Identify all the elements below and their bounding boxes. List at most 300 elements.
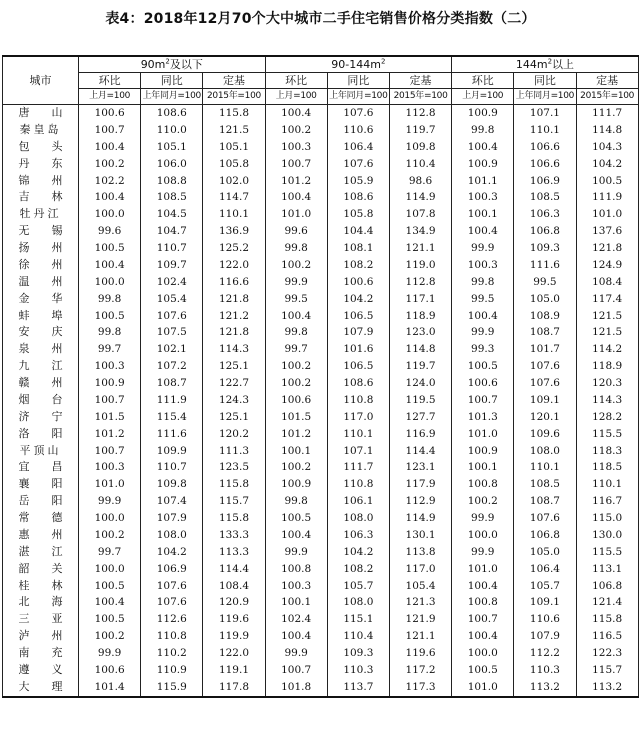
index-value-cell: 107.1 <box>327 443 389 460</box>
index-value-cell: 100.3 <box>265 139 327 156</box>
index-value-cell: 110.1 <box>576 476 638 493</box>
index-value-cell: 108.8 <box>141 173 203 190</box>
index-value-cell: 100.6 <box>327 274 389 291</box>
index-value-cell: 109.8 <box>141 476 203 493</box>
index-value-cell: 109.3 <box>327 645 389 662</box>
city-name: 桂 林 <box>3 578 79 595</box>
index-value-cell: 100.7 <box>79 122 141 139</box>
index-value-cell: 100.4 <box>265 189 327 206</box>
index-value-cell: 101.1 <box>452 173 514 190</box>
index-value-cell: 113.7 <box>327 679 389 697</box>
index-value-cell: 100.5 <box>79 240 141 257</box>
index-value-cell: 104.2 <box>576 156 638 173</box>
city-name: 赣 州 <box>3 375 79 392</box>
index-value-cell: 114.2 <box>576 341 638 358</box>
index-value-cell: 108.5 <box>141 189 203 206</box>
index-value-cell: 99.9 <box>79 493 141 510</box>
table-row <box>3 392 639 409</box>
index-value-cell: 104.4 <box>327 223 389 240</box>
index-value-cell: 100.4 <box>265 527 327 544</box>
index-value-cell: 105.8 <box>327 206 389 223</box>
index-value-cell: 107.6 <box>141 308 203 325</box>
index-value-cell: 105.1 <box>203 139 265 156</box>
base-label-2015: 2015年=100 <box>203 89 265 105</box>
city-name: 宜 昌 <box>3 459 79 476</box>
index-value-cell: 100.6 <box>265 392 327 409</box>
index-value-cell: 105.0 <box>514 544 576 561</box>
city-name: 吉 林 <box>3 189 79 206</box>
index-value-cell: 112.6 <box>141 611 203 628</box>
sub-header-yoy: 同比 <box>141 73 203 89</box>
index-value-cell: 119.6 <box>203 611 265 628</box>
index-value-cell: 115.9 <box>141 679 203 697</box>
index-value-cell: 101.4 <box>79 679 141 697</box>
table-row <box>3 628 639 645</box>
index-value-cell: 102.0 <box>203 173 265 190</box>
index-value-cell: 100.4 <box>452 628 514 645</box>
index-value-cell: 100.5 <box>576 173 638 190</box>
index-value-cell: 101.0 <box>79 476 141 493</box>
index-value-cell: 114.9 <box>389 189 451 206</box>
city-name: 岳 阳 <box>3 493 79 510</box>
index-value-cell: 108.7 <box>514 493 576 510</box>
index-value-cell: 117.4 <box>576 291 638 308</box>
index-value-cell: 100.8 <box>265 561 327 578</box>
city-name: 襄 阳 <box>3 476 79 493</box>
index-value-cell: 110.3 <box>327 662 389 679</box>
index-value-cell: 100.6 <box>79 662 141 679</box>
table-row <box>3 611 639 628</box>
index-value-cell: 108.6 <box>327 189 389 206</box>
index-value-cell: 100.7 <box>265 156 327 173</box>
index-value-cell: 106.6 <box>514 139 576 156</box>
index-value-cell: 100.6 <box>452 375 514 392</box>
base-label-prev-year: 上年同月=100 <box>327 89 389 105</box>
index-value-cell: 121.3 <box>389 594 451 611</box>
index-value-cell: 102.4 <box>141 274 203 291</box>
city-name: 安 庆 <box>3 324 79 341</box>
table-row <box>3 156 639 173</box>
city-name: 南 充 <box>3 645 79 662</box>
base-label-2015: 2015年=100 <box>389 89 451 105</box>
index-value-cell: 119.6 <box>389 645 451 662</box>
city-name: 包 头 <box>3 139 79 156</box>
index-value-cell: 120.2 <box>203 426 265 443</box>
index-value-cell: 100.0 <box>79 561 141 578</box>
index-value-cell: 104.2 <box>141 544 203 561</box>
index-value-cell: 107.6 <box>327 156 389 173</box>
index-value-cell: 100.7 <box>79 443 141 460</box>
index-value-cell: 99.7 <box>79 341 141 358</box>
index-value-cell: 114.9 <box>389 510 451 527</box>
index-value-cell: 108.2 <box>327 257 389 274</box>
index-value-cell: 99.6 <box>79 223 141 240</box>
index-value-cell: 100.2 <box>452 493 514 510</box>
index-value-cell: 105.4 <box>141 291 203 308</box>
index-value-cell: 105.8 <box>203 156 265 173</box>
index-value-cell: 106.4 <box>327 139 389 156</box>
index-value-cell: 106.9 <box>514 173 576 190</box>
index-value-cell: 110.7 <box>141 459 203 476</box>
index-value-cell: 99.8 <box>452 274 514 291</box>
index-value-cell: 99.9 <box>265 274 327 291</box>
index-value-cell: 122.0 <box>203 257 265 274</box>
index-value-cell: 100.8 <box>452 476 514 493</box>
sub-header-yoy: 同比 <box>514 73 576 89</box>
index-value-cell: 115.0 <box>576 510 638 527</box>
city-name: 惠 州 <box>3 527 79 544</box>
city-name: 扬 州 <box>3 240 79 257</box>
index-value-cell: 125.1 <box>203 358 265 375</box>
index-value-cell: 99.9 <box>265 645 327 662</box>
index-value-cell: 117.8 <box>203 679 265 697</box>
city-name: 无 锡 <box>3 223 79 240</box>
city-name: 锦 州 <box>3 173 79 190</box>
city-name: 丹 东 <box>3 156 79 173</box>
index-value-cell: 100.7 <box>452 611 514 628</box>
city-name: 九 江 <box>3 358 79 375</box>
index-value-cell: 119.9 <box>203 628 265 645</box>
index-value-cell: 105.4 <box>389 578 451 595</box>
index-value-cell: 107.8 <box>389 206 451 223</box>
index-value-cell: 100.4 <box>79 139 141 156</box>
index-value-cell: 118.9 <box>576 358 638 375</box>
index-value-cell: 111.7 <box>327 459 389 476</box>
index-value-cell: 99.9 <box>452 240 514 257</box>
index-value-cell: 107.6 <box>514 510 576 527</box>
index-value-cell: 100.1 <box>265 594 327 611</box>
table-row <box>3 493 639 510</box>
index-value-cell: 107.5 <box>141 324 203 341</box>
index-value-cell: 100.0 <box>452 527 514 544</box>
city-name: 牡丹江 <box>3 206 79 223</box>
index-value-cell: 121.2 <box>203 308 265 325</box>
index-value-cell: 106.3 <box>327 527 389 544</box>
index-value-cell: 115.5 <box>576 426 638 443</box>
index-value-cell: 105.1 <box>141 139 203 156</box>
index-value-cell: 108.9 <box>514 308 576 325</box>
index-value-cell: 100.9 <box>452 156 514 173</box>
index-value-cell: 108.7 <box>141 375 203 392</box>
index-value-cell: 99.8 <box>79 291 141 308</box>
index-value-cell: 109.6 <box>514 426 576 443</box>
index-value-cell: 108.0 <box>327 510 389 527</box>
table-body <box>3 105 639 697</box>
index-value-cell: 108.0 <box>514 443 576 460</box>
index-value-cell: 109.7 <box>141 257 203 274</box>
index-value-cell: 117.0 <box>327 409 389 426</box>
index-value-cell: 110.6 <box>327 122 389 139</box>
index-value-cell: 101.0 <box>452 561 514 578</box>
index-value-cell: 120.3 <box>576 375 638 392</box>
index-value-cell: 137.6 <box>576 223 638 240</box>
table-row <box>3 257 639 274</box>
index-value-cell: 122.3 <box>576 645 638 662</box>
index-value-cell: 116.9 <box>389 426 451 443</box>
index-value-cell: 114.3 <box>203 341 265 358</box>
index-value-cell: 99.8 <box>79 324 141 341</box>
table-row <box>3 679 639 697</box>
table-row <box>3 561 639 578</box>
index-value-cell: 110.1 <box>203 206 265 223</box>
index-value-cell: 100.2 <box>265 358 327 375</box>
city-name: 常 德 <box>3 510 79 527</box>
city-column-header: 城市 <box>3 56 79 105</box>
index-value-cell: 100.5 <box>79 578 141 595</box>
index-value-cell: 108.4 <box>576 274 638 291</box>
table-row <box>3 662 639 679</box>
base-label-prev-year: 上年同月=100 <box>514 89 576 105</box>
price-index-table <box>2 55 639 698</box>
index-value-cell: 101.0 <box>452 426 514 443</box>
index-value-cell: 101.2 <box>265 173 327 190</box>
city-name: 烟 台 <box>3 392 79 409</box>
index-value-cell: 115.7 <box>576 662 638 679</box>
index-value-cell: 100.3 <box>452 257 514 274</box>
index-value-cell: 117.0 <box>389 561 451 578</box>
index-value-cell: 119.0 <box>389 257 451 274</box>
index-value-cell: 100.7 <box>79 392 141 409</box>
index-value-cell: 99.7 <box>79 544 141 561</box>
index-value-cell: 99.8 <box>452 122 514 139</box>
index-value-cell: 112.8 <box>389 274 451 291</box>
index-value-cell: 118.9 <box>389 308 451 325</box>
city-name: 泉 州 <box>3 341 79 358</box>
index-value-cell: 115.8 <box>203 105 265 122</box>
table-row <box>3 645 639 662</box>
index-value-cell: 115.4 <box>141 409 203 426</box>
table-row <box>3 358 639 375</box>
table-row <box>3 459 639 476</box>
index-value-cell: 100.4 <box>79 594 141 611</box>
index-value-cell: 113.1 <box>576 561 638 578</box>
index-value-cell: 110.1 <box>514 122 576 139</box>
sub-header-yoy: 同比 <box>327 73 389 89</box>
index-value-cell: 105.9 <box>327 173 389 190</box>
index-value-cell: 112.2 <box>514 645 576 662</box>
index-value-cell: 113.8 <box>389 544 451 561</box>
city-name: 湛 江 <box>3 544 79 561</box>
index-value-cell: 110.8 <box>327 476 389 493</box>
index-value-cell: 109.9 <box>141 443 203 460</box>
index-value-cell: 101.2 <box>79 426 141 443</box>
index-value-cell: 121.5 <box>203 122 265 139</box>
table-row <box>3 206 639 223</box>
index-value-cell: 99.7 <box>265 341 327 358</box>
index-value-cell: 106.8 <box>514 527 576 544</box>
index-value-cell: 109.1 <box>514 594 576 611</box>
index-value-cell: 121.8 <box>576 240 638 257</box>
city-name: 济 宁 <box>3 409 79 426</box>
index-value-cell: 110.4 <box>389 156 451 173</box>
table-row <box>3 291 639 308</box>
index-value-cell: 100.4 <box>79 257 141 274</box>
index-value-cell: 101.5 <box>79 409 141 426</box>
index-value-cell: 99.8 <box>265 240 327 257</box>
index-value-cell: 133.3 <box>203 527 265 544</box>
index-value-cell: 114.4 <box>389 443 451 460</box>
index-value-cell: 99.5 <box>265 291 327 308</box>
index-value-cell: 108.6 <box>141 105 203 122</box>
index-value-cell: 119.1 <box>203 662 265 679</box>
index-value-cell: 136.9 <box>203 223 265 240</box>
index-value-cell: 99.5 <box>514 274 576 291</box>
index-value-cell: 110.0 <box>141 122 203 139</box>
index-value-cell: 100.3 <box>452 189 514 206</box>
sub-header-fixed-base: 定基 <box>389 73 451 89</box>
index-value-cell: 114.3 <box>576 392 638 409</box>
table-row <box>3 274 639 291</box>
index-value-cell: 110.1 <box>327 426 389 443</box>
index-value-cell: 99.9 <box>265 544 327 561</box>
index-value-cell: 100.0 <box>79 510 141 527</box>
index-value-cell: 100.6 <box>79 105 141 122</box>
table-row <box>3 324 639 341</box>
index-value-cell: 100.4 <box>265 628 327 645</box>
base-label-prev-month: 上月=100 <box>265 89 327 105</box>
index-value-cell: 125.2 <box>203 240 265 257</box>
index-value-cell: 107.9 <box>327 324 389 341</box>
index-value-cell: 121.8 <box>203 324 265 341</box>
index-value-cell: 107.6 <box>514 375 576 392</box>
table-row <box>3 544 639 561</box>
index-value-cell: 101.6 <box>327 341 389 358</box>
table-row <box>3 443 639 460</box>
index-value-cell: 100.1 <box>265 443 327 460</box>
index-value-cell: 108.5 <box>514 189 576 206</box>
index-value-cell: 110.2 <box>141 645 203 662</box>
index-value-cell: 119.5 <box>389 392 451 409</box>
index-value-cell: 110.4 <box>327 628 389 645</box>
index-value-cell: 101.5 <box>265 409 327 426</box>
index-value-cell: 106.6 <box>514 156 576 173</box>
index-value-cell: 130.0 <box>576 527 638 544</box>
index-value-cell: 104.5 <box>141 206 203 223</box>
index-value-cell: 100.3 <box>79 459 141 476</box>
index-value-cell: 108.6 <box>327 375 389 392</box>
table-row <box>3 223 639 240</box>
base-label-prev-year: 上年同月=100 <box>141 89 203 105</box>
base-label-prev-month: 上月=100 <box>452 89 514 105</box>
index-value-cell: 102.2 <box>79 173 141 190</box>
index-value-cell: 117.2 <box>389 662 451 679</box>
index-value-cell: 100.0 <box>79 206 141 223</box>
index-value-cell: 116.7 <box>576 493 638 510</box>
index-value-cell: 113.3 <box>203 544 265 561</box>
index-value-cell: 101.8 <box>265 679 327 697</box>
index-value-cell: 107.9 <box>514 628 576 645</box>
index-value-cell: 121.8 <box>203 291 265 308</box>
index-value-cell: 100.2 <box>265 122 327 139</box>
table-row <box>3 510 639 527</box>
index-value-cell: 117.1 <box>389 291 451 308</box>
index-value-cell: 107.6 <box>141 578 203 595</box>
index-value-cell: 104.3 <box>576 139 638 156</box>
table-row <box>3 139 639 156</box>
index-value-cell: 105.7 <box>327 578 389 595</box>
index-value-cell: 99.5 <box>452 291 514 308</box>
index-value-cell: 107.4 <box>141 493 203 510</box>
index-value-cell: 111.7 <box>576 105 638 122</box>
base-label-2015: 2015年=100 <box>576 89 638 105</box>
index-value-cell: 123.0 <box>389 324 451 341</box>
index-value-cell: 121.1 <box>389 240 451 257</box>
index-value-cell: 100.3 <box>79 358 141 375</box>
index-value-cell: 113.2 <box>576 679 638 697</box>
index-value-cell: 123.5 <box>203 459 265 476</box>
index-value-cell: 114.8 <box>576 122 638 139</box>
index-value-cell: 106.8 <box>576 578 638 595</box>
index-value-cell: 108.7 <box>514 324 576 341</box>
index-value-cell: 100.7 <box>265 662 327 679</box>
index-value-cell: 99.9 <box>452 510 514 527</box>
sub-header-mom: 环比 <box>79 73 141 89</box>
index-value-cell: 110.3 <box>514 662 576 679</box>
index-value-cell: 100.2 <box>79 527 141 544</box>
table-row <box>3 189 639 206</box>
index-value-cell: 118.3 <box>576 443 638 460</box>
index-value-cell: 111.6 <box>141 426 203 443</box>
index-value-cell: 105.7 <box>514 578 576 595</box>
table-row <box>3 409 639 426</box>
index-value-cell: 99.8 <box>265 324 327 341</box>
index-value-cell: 121.9 <box>389 611 451 628</box>
index-value-cell: 120.9 <box>203 594 265 611</box>
table-row <box>3 578 639 595</box>
index-value-cell: 113.2 <box>514 679 576 697</box>
table-row <box>3 594 639 611</box>
index-value-cell: 109.1 <box>514 392 576 409</box>
index-value-cell: 100.2 <box>265 459 327 476</box>
index-value-cell: 124.0 <box>389 375 451 392</box>
index-value-cell: 122.7 <box>203 375 265 392</box>
index-value-cell: 110.8 <box>327 392 389 409</box>
index-value-cell: 117.3 <box>389 679 451 697</box>
index-value-cell: 99.9 <box>452 324 514 341</box>
index-value-cell: 119.7 <box>389 122 451 139</box>
index-value-cell: 106.0 <box>141 156 203 173</box>
index-value-cell: 100.4 <box>452 578 514 595</box>
index-value-cell: 107.6 <box>514 358 576 375</box>
index-value-cell: 100.9 <box>79 375 141 392</box>
city-name: 洛 阳 <box>3 426 79 443</box>
index-value-cell: 109.3 <box>514 240 576 257</box>
index-value-cell: 111.6 <box>514 257 576 274</box>
index-value-cell: 121.5 <box>576 308 638 325</box>
index-value-cell: 100.1 <box>452 206 514 223</box>
index-value-cell: 100.2 <box>79 156 141 173</box>
index-value-cell: 99.6 <box>265 223 327 240</box>
index-value-cell: 115.1 <box>327 611 389 628</box>
group-header-90-below: $90m^2$及以下 <box>79 56 266 73</box>
table-row <box>3 308 639 325</box>
index-value-cell: 121.4 <box>576 594 638 611</box>
index-value-cell: 100.5 <box>452 662 514 679</box>
index-value-cell: 101.2 <box>265 426 327 443</box>
index-value-cell: 100.9 <box>265 476 327 493</box>
index-value-cell: 108.0 <box>327 594 389 611</box>
index-value-cell: 117.9 <box>389 476 451 493</box>
index-value-cell: 99.9 <box>452 544 514 561</box>
index-value-cell: 100.4 <box>79 189 141 206</box>
index-value-cell: 115.7 <box>203 493 265 510</box>
index-value-cell: 106.8 <box>514 223 576 240</box>
index-value-cell: 106.3 <box>514 206 576 223</box>
index-value-cell: 100.5 <box>265 510 327 527</box>
index-value-cell: 100.4 <box>265 105 327 122</box>
index-value-cell: 111.3 <box>203 443 265 460</box>
index-value-cell: 99.9 <box>79 645 141 662</box>
